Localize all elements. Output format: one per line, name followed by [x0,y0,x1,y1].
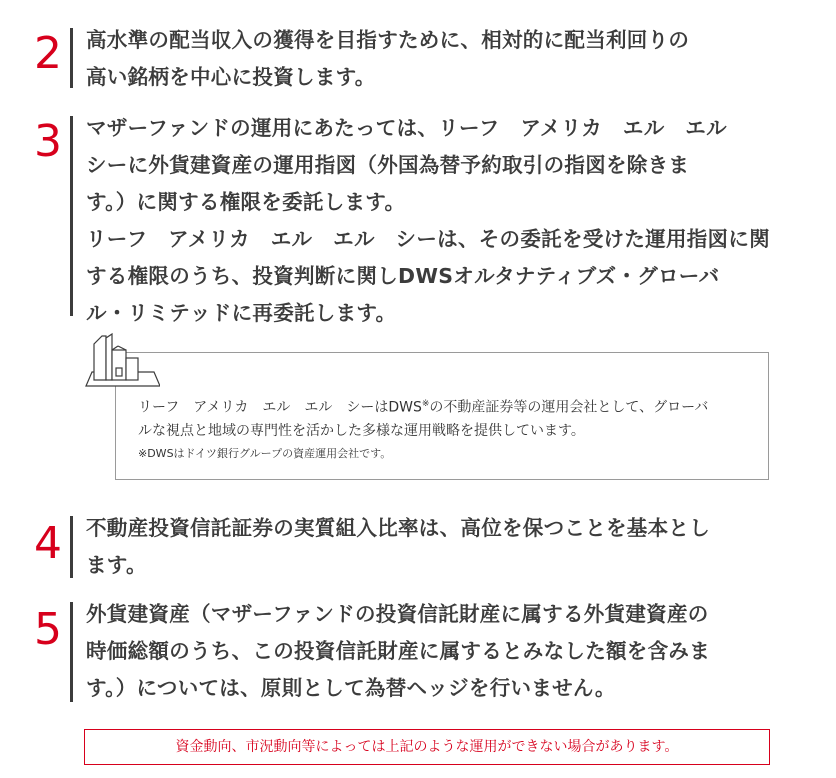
building-icon [80,330,160,388]
item-divider [70,602,73,702]
policy-item-5 [0,596,836,706]
item-number: 4 [34,518,62,569]
item-number: 5 [34,604,62,655]
warning-notice: 資金動向、市況動向等によっては上記のような運用ができない場合があります。 [84,729,770,765]
item-divider [70,116,73,316]
note-text: リーフ アメリカ エル エル シーはDWS※の不動産証券等の運用会社として、グローバ ルな視点と地域の専門性を活かした多様な運用戦略を提供しています。 [138,399,709,439]
policy-item-2 [0,22,836,92]
policy-item-3 [0,110,836,325]
item-number: 3 [34,116,62,167]
item-text: 外貨建資産（マザーファンドの投資信託財産に属する外貨建資産の 時価総額のうち、この投資信託財産に属するとみなした額を含みま す。）については、原則として為替ヘッジを行いません。 [86,602,710,700]
item-text: マザーファンドの運用にあたっては、リーフ アメリカ エル エル シーに外貨建資産の運用指図（外国為替予約取引の指図を除きま す。）に関する権限を委託します。 リーフ アメリカ エル エル シーは、その委託を受けた運用指図に関 する権限のうち、投資判断に関しDWSオルタナティブズ・グローバ ル・リミテッドに再委託します。 [86,116,770,325]
item-number: 2 [34,28,62,79]
item-divider [70,28,73,88]
item-divider [70,516,73,578]
note-footnote: ※DWSはドイツ銀行グループの資産運用会社です。 [138,447,392,460]
note-box [115,352,769,480]
policy-item-4 [0,510,836,580]
item-text: 不動産投資信託証券の実質組入比率は、高位を保つことを基本とし ます。 [86,516,710,577]
item-text: 高水準の配当収入の獲得を目指すために、相対的に配当利回りの 高い銘柄を中心に投資します。 [86,28,690,89]
